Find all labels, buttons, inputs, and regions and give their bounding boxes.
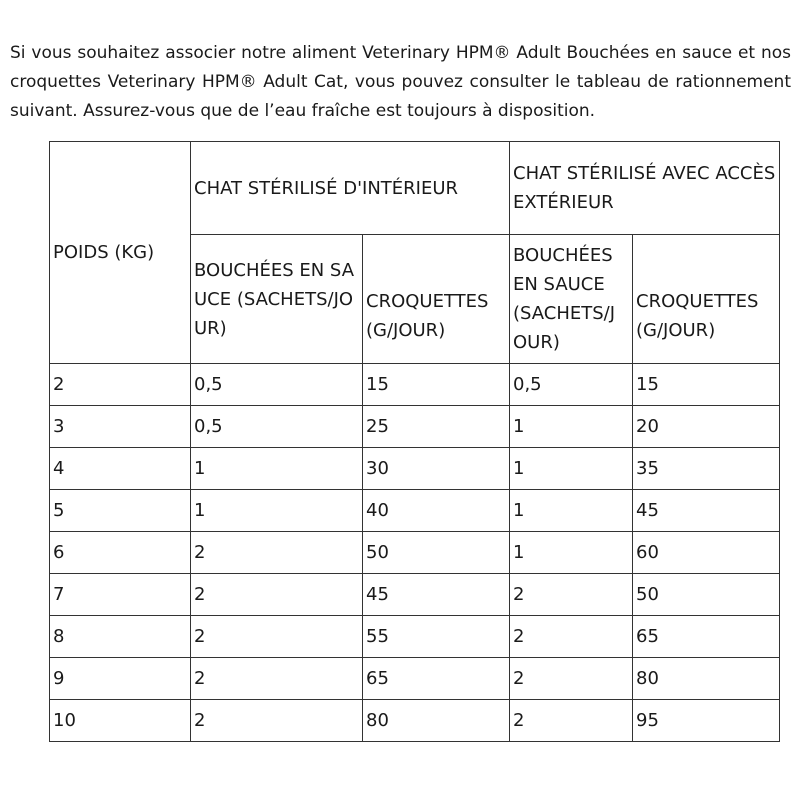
cell-weight: 9: [50, 658, 191, 700]
cell-outdoor-kibbles: 35: [633, 448, 780, 490]
cell-indoor-pouches: 2: [191, 700, 363, 742]
cell-indoor-pouches: 2: [191, 532, 363, 574]
cell-indoor-pouches: 1: [191, 448, 363, 490]
table-row: [50, 364, 780, 406]
table-row: [50, 532, 780, 574]
cell-weight: 4: [50, 448, 191, 490]
table-row: [50, 616, 780, 658]
cell-outdoor-pouches: 0,5: [510, 364, 633, 406]
cell-weight: 6: [50, 532, 191, 574]
cell-outdoor-pouches: 2: [510, 700, 633, 742]
cell-indoor-kibbles: 80: [363, 700, 510, 742]
cell-indoor-kibbles: 45: [363, 574, 510, 616]
header-indoor-kibbles: CROQUETTES (G/JOUR): [363, 235, 510, 364]
cell-indoor-kibbles: 40: [363, 490, 510, 532]
intro-paragraph: Si vous souhaitez associer notre aliment Veterinary HPM® Adult Bouchées en sauce et nos croquettes Veterinary HPM® Adult Cat, vous pouvez consulter le tableau de rationnement suivant. Assurez-vous que de l’eau fraîche est toujours à disposition.: [10, 43, 791, 121]
header-group-outdoor: CHAT STÉRILISÉ AVEC ACCÈS EXTÉRIEUR: [510, 142, 780, 235]
table-row: [50, 406, 780, 448]
cell-indoor-kibbles: 30: [363, 448, 510, 490]
cell-indoor-kibbles: 15: [363, 364, 510, 406]
cell-weight: 2: [50, 364, 191, 406]
cell-outdoor-kibbles: 20: [633, 406, 780, 448]
cell-outdoor-kibbles: 95: [633, 700, 780, 742]
cell-indoor-kibbles: 25: [363, 406, 510, 448]
cell-outdoor-pouches: 2: [510, 616, 633, 658]
cell-indoor-pouches: 2: [191, 574, 363, 616]
cell-outdoor-kibbles: 60: [633, 532, 780, 574]
cell-outdoor-pouches: 1: [510, 490, 633, 532]
table-header-row-groups: [50, 142, 780, 235]
cell-weight: 3: [50, 406, 191, 448]
header-weight: POIDS (KG): [50, 142, 191, 364]
table-row: [50, 700, 780, 742]
cell-indoor-pouches: 0,5: [191, 364, 363, 406]
cell-indoor-kibbles: 65: [363, 658, 510, 700]
cell-weight: 5: [50, 490, 191, 532]
cell-indoor-kibbles: 55: [363, 616, 510, 658]
rationing-table: [49, 141, 780, 742]
cell-indoor-pouches: 1: [191, 490, 363, 532]
cell-outdoor-kibbles: 45: [633, 490, 780, 532]
cell-outdoor-pouches: 1: [510, 532, 633, 574]
cell-outdoor-pouches: 2: [510, 658, 633, 700]
table-row: [50, 490, 780, 532]
cell-weight: 7: [50, 574, 191, 616]
cell-outdoor-kibbles: 15: [633, 364, 780, 406]
table-row: [50, 574, 780, 616]
cell-outdoor-kibbles: 50: [633, 574, 780, 616]
header-group-indoor: CHAT STÉRILISÉ D'INTÉRIEUR: [191, 142, 510, 235]
cell-outdoor-kibbles: 80: [633, 658, 780, 700]
cell-indoor-pouches: 2: [191, 658, 363, 700]
cell-outdoor-pouches: 1: [510, 448, 633, 490]
cell-indoor-pouches: 0,5: [191, 406, 363, 448]
cell-weight: 8: [50, 616, 191, 658]
header-outdoor-pouches: BOUCHÉES EN SAUCE (SACHETS/JOUR): [510, 235, 633, 364]
table-row: [50, 658, 780, 700]
cell-outdoor-pouches: 2: [510, 574, 633, 616]
cell-outdoor-pouches: 1: [510, 406, 633, 448]
table-row: [50, 448, 780, 490]
cell-indoor-kibbles: 50: [363, 532, 510, 574]
cell-indoor-pouches: 2: [191, 616, 363, 658]
header-outdoor-kibbles: CROQUETTES (G/JOUR): [633, 235, 780, 364]
cell-weight: 10: [50, 700, 191, 742]
cell-outdoor-kibbles: 65: [633, 616, 780, 658]
header-indoor-pouches: BOUCHÉES EN SAUCE (SACHETS/JOUR): [191, 235, 363, 364]
